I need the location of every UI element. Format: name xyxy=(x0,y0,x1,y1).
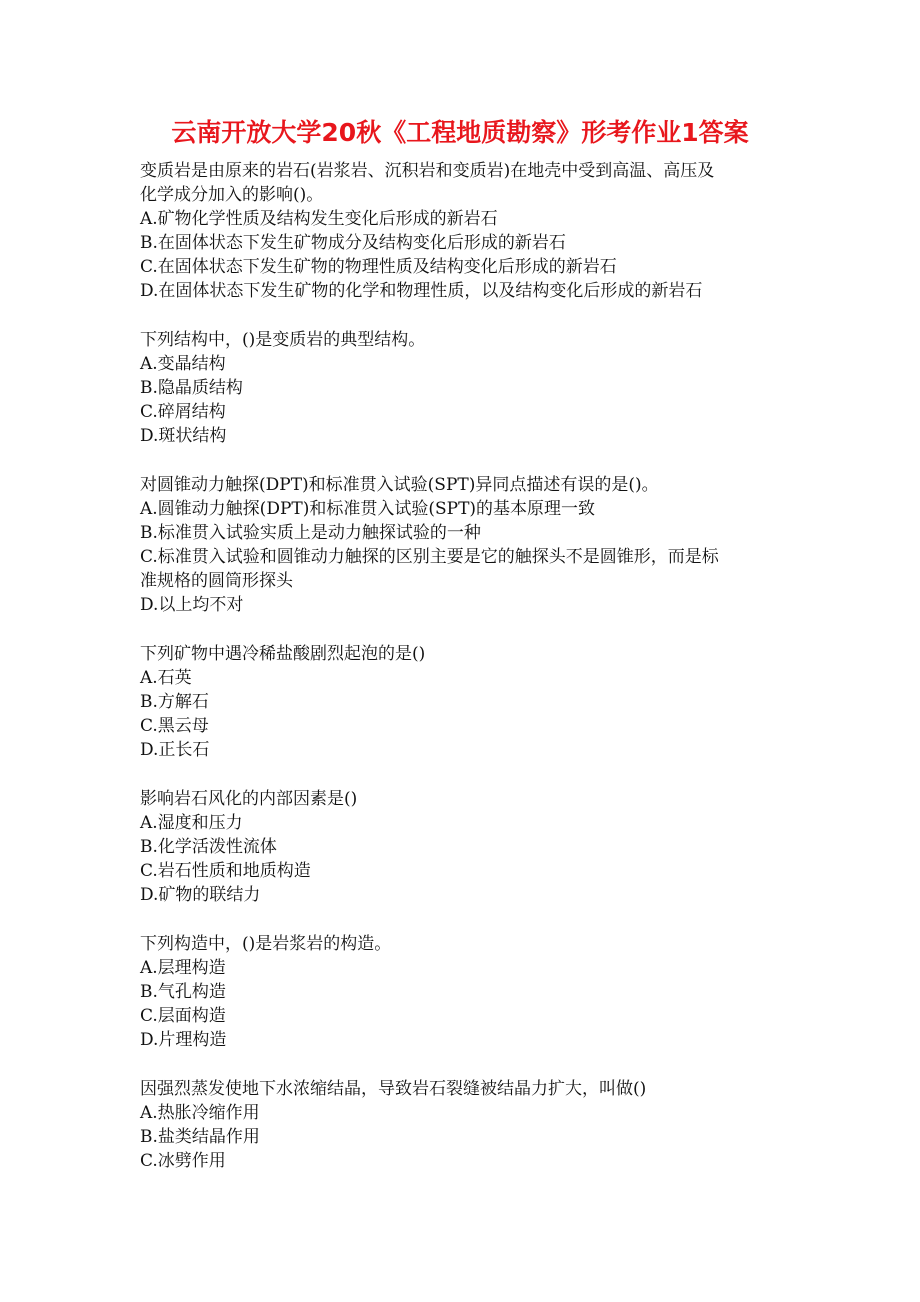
answer-option: D.片理构造 xyxy=(140,1030,227,1050)
question-stem: 影响岩石风化的内部因素是() xyxy=(140,789,358,809)
answer-option: C.在固体状态下发生矿物的物理性质及结构变化后形成的新岩石 xyxy=(140,257,617,277)
answer-option: D.以上均不对 xyxy=(140,595,244,615)
answer-option: D.矿物的联结力 xyxy=(140,885,261,905)
question xyxy=(140,159,800,303)
answer-option: B.气孔构造 xyxy=(140,982,226,1002)
question-stem: 变质岩是由原来的岩石(岩浆岩、沉积岩和变质岩)在地壳中受到高温、高压及 xyxy=(140,161,715,181)
question xyxy=(140,787,800,907)
question-stem: 对圆锥动力触探(DPT)和标准贯入试验(SPT)异同点描述有误的是()。 xyxy=(140,475,659,495)
answer-option: C.岩石性质和地质构造 xyxy=(140,861,311,881)
answer-option: D.正长石 xyxy=(140,740,210,760)
answer-option: C.标准贯入试验和圆锥动力触探的区别主要是它的触探头不是圆锥形，而是标 xyxy=(140,547,719,567)
answer-option: B.隐晶质结构 xyxy=(140,378,243,398)
question-stem: 因强烈蒸发使地下水浓缩结晶，导致岩石裂缝被结晶力扩大，叫做() xyxy=(140,1079,647,1099)
question-stem: 下列结构中，()是变质岩的典型结构。 xyxy=(140,330,426,350)
answer-option: B.标准贯入试验实质上是动力触探试验的一种 xyxy=(140,523,481,543)
question-list xyxy=(140,159,800,1198)
answer-option: B.方解石 xyxy=(140,692,209,712)
answer-option: A.层理构造 xyxy=(140,958,226,978)
answer-option: C.冰劈作用 xyxy=(140,1151,226,1171)
question xyxy=(140,473,800,617)
answer-option: B.化学活泼性流体 xyxy=(140,837,277,857)
question-stem: 下列矿物中遇冷稀盐酸剧烈起泡的是() xyxy=(140,644,426,664)
question-stem: 下列构造中，()是岩浆岩的构造。 xyxy=(140,934,392,954)
question-stem: 化学成分加入的影响()。 xyxy=(140,185,324,205)
question xyxy=(140,642,800,762)
answer-option: A.变晶结构 xyxy=(140,354,226,374)
answer-option: A.石英 xyxy=(140,668,192,688)
question xyxy=(140,328,800,448)
answer-option: C.碎屑结构 xyxy=(140,402,226,422)
question xyxy=(140,932,800,1052)
answer-option: A.矿物化学性质及结构发生变化后形成的新岩石 xyxy=(140,209,498,229)
question xyxy=(140,1077,800,1173)
answer-option: D.在固体状态下发生矿物的化学和物理性质，以及结构变化后形成的新岩石 xyxy=(140,281,703,301)
answer-option: A.圆锥动力触探(DPT)和标准贯入试验(SPT)的基本原理一致 xyxy=(140,499,596,519)
answer-option: A.热胀冷缩作用 xyxy=(140,1103,260,1123)
answer-option: A.湿度和压力 xyxy=(140,813,243,833)
answer-option: B.盐类结晶作用 xyxy=(140,1127,260,1147)
answer-option: 准规格的圆筒形探头 xyxy=(140,571,293,591)
answer-option: C.黑云母 xyxy=(140,716,209,736)
answer-option: B.在固体状态下发生矿物成分及结构变化后形成的新岩石 xyxy=(140,233,566,253)
answer-option: C.层面构造 xyxy=(140,1006,226,1026)
answer-option: D.斑状结构 xyxy=(140,426,227,446)
document-title: 云南开放大学20秋《工程地质勘察》形考作业1答案 xyxy=(171,118,749,147)
